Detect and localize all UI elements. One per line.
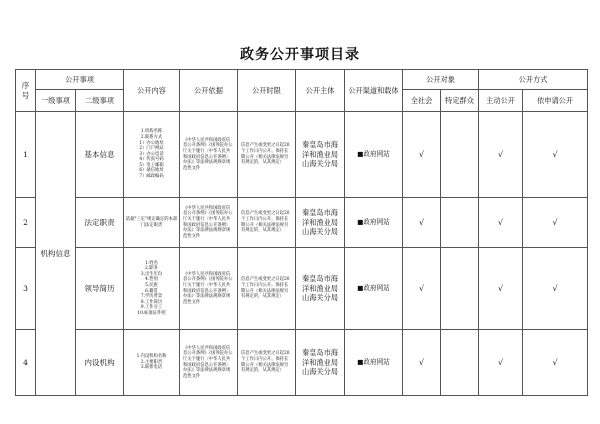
row-content xyxy=(124,248,180,330)
content-line: 3.出生年份 xyxy=(140,271,163,277)
content-line: 4）传真号码 xyxy=(139,157,164,163)
header-level2: 二级事项 xyxy=(76,90,124,112)
row-seq: 2 xyxy=(16,198,36,248)
row-seq: 1 xyxy=(16,112,36,198)
row-target-all: √ xyxy=(403,198,441,248)
content-line: 3）办公电话 xyxy=(139,151,164,157)
header-row-1 xyxy=(16,70,588,90)
table-row xyxy=(16,112,588,198)
header-method-active: 主动公开 xyxy=(479,90,523,112)
row-method-active: √ xyxy=(479,198,523,248)
row-subject: 秦皇岛市海洋和渔业局山海关分局 xyxy=(296,330,345,396)
header-level1: 一级事项 xyxy=(36,90,76,112)
table-row xyxy=(16,198,588,248)
row-method-apply: √ xyxy=(523,198,588,248)
row-method-active: √ xyxy=(479,112,523,198)
row-target-specific xyxy=(441,330,479,396)
row-channel: ■政府网站 xyxy=(345,198,403,248)
row-target-all: √ xyxy=(403,248,441,330)
content-line: 依据"三定"规定确定的本部门法定职责 xyxy=(125,216,178,228)
row-subject: 秦皇岛市海洋和渔业局山海关分局 xyxy=(296,248,345,330)
row-method-active: √ xyxy=(479,248,523,330)
row-channel: ■政府网站 xyxy=(345,248,403,330)
header-method-group: 公开方式 xyxy=(479,70,588,90)
row-level2: 领导简历 xyxy=(76,248,124,330)
table-row xyxy=(16,248,588,330)
row-subject: 秦皇岛市海洋和渔业局山海关分局 xyxy=(296,112,345,198)
row-method-active: √ xyxy=(479,330,523,396)
header-items-group: 公开事项 xyxy=(36,70,124,90)
row-target-all: √ xyxy=(403,112,441,198)
row-target-specific xyxy=(441,112,479,198)
row-target-all: √ xyxy=(403,330,441,396)
header-target-all: 全社会 xyxy=(403,90,441,112)
row-time-limit: 信息产生或变更之日起20个工作日内公开。保持长期公开（相关法律法规另有规定的，从其规定） xyxy=(238,112,296,198)
row-level2: 法定职责 xyxy=(76,198,124,248)
content-line: 8.工作简历 xyxy=(140,299,163,305)
row-content xyxy=(124,330,180,396)
header-subject: 公开主体 xyxy=(296,70,345,112)
row-channel: ■政府网站 xyxy=(345,330,403,396)
row-time-limit: 信息产生或变更之日起20个工作日内公开。保持长期公开（相关法律法规另有规定的，从其规定） xyxy=(238,198,296,248)
row-basis: 《中华人民共和国政府信息公开条例》《国务院办公厅关于施行〈中华人民共和国政府信息公开条例〉办法》等法律法规规章规范性文件 xyxy=(180,330,238,396)
content-line: 1.内设机构名称 xyxy=(136,354,167,360)
content-line: 2.主要职责 xyxy=(140,359,163,365)
content-line: 1）办公地址 xyxy=(139,140,164,146)
row-basis: 《中华人民共和国政府信息公开条例》《国务院办公厅关于施行〈中华人民共和国政府信息公开条例〉办法》等法律法规规章规范性文件 xyxy=(180,248,238,330)
table-row xyxy=(16,330,588,396)
content-line: 9.工作分工 xyxy=(140,305,163,311)
content-line: 7）邮政编码 xyxy=(139,174,164,180)
content-line: 6）通信地址 xyxy=(139,168,164,174)
content-line: 2.联系方式 xyxy=(140,134,163,140)
row-method-apply: √ xyxy=(523,112,588,198)
header-target-group: 公开对象 xyxy=(403,70,479,90)
content-line: 10.标准证件照 xyxy=(137,310,166,316)
row-seq: 3 xyxy=(16,248,36,330)
header-seq: 序号 xyxy=(16,70,36,112)
row-method-apply: √ xyxy=(523,248,588,330)
content-line: 2）门户网站 xyxy=(139,146,164,152)
row-content xyxy=(124,198,180,248)
content-line: 7.学历背景 xyxy=(140,294,163,300)
header-basis: 公开依据 xyxy=(180,70,238,112)
header-target-specific: 特定群众 xyxy=(441,90,479,112)
page-title: 政务公开事项目录 xyxy=(240,47,360,63)
content-line: 3.联系电话 xyxy=(140,365,163,371)
content-line: 2.职务 xyxy=(145,266,158,272)
content-line: 1.姓名 xyxy=(145,260,158,266)
header-content: 公开内容 xyxy=(124,70,180,112)
header-method-apply: 依申请公开 xyxy=(523,90,588,112)
row-content xyxy=(124,112,180,198)
header-time-limit: 公开时限 xyxy=(238,70,296,112)
content-line: 5.民族 xyxy=(145,282,158,288)
row-target-specific xyxy=(441,248,479,330)
content-line: 6.籍贯 xyxy=(145,288,158,294)
row-basis: 《中华人民共和国政府信息公开条例》《国务院办公厅关于施行〈中华人民共和国政府信息公开条例〉办法》等法律法规规章规范性文件 xyxy=(180,112,238,198)
content-line: 4.性别 xyxy=(145,277,158,283)
row-time-limit: 信息产生或变更之日起20个工作日内公开。保持长期公开（相关法律法规另有规定的，从其规定） xyxy=(238,248,296,330)
level1-item: 机构信息 xyxy=(36,112,76,396)
row-basis: 《中华人民共和国政府信息公开条例》《国务院办公厅关于施行〈中华人民共和国政府信息公开条例〉办法》等法律法规规章规范性文件 xyxy=(180,198,238,248)
header-channel: 公开渠道和载体 xyxy=(345,70,403,112)
row-channel: ■政府网站 xyxy=(345,112,403,198)
row-level2: 基本信息 xyxy=(76,112,124,198)
row-seq: 4 xyxy=(16,330,36,396)
row-time-limit: 信息产生或变更之日起20个工作日内公开。保持长期公开（相关法律法规另有规定的，从其规定） xyxy=(238,330,296,396)
row-method-apply: √ xyxy=(523,330,588,396)
disclosure-catalog-table xyxy=(15,69,588,396)
content-line: 1.机构名称 xyxy=(140,129,163,135)
row-level2: 内设机构 xyxy=(76,330,124,396)
content-line: 5）电子邮箱 xyxy=(139,162,164,168)
row-target-specific xyxy=(441,198,479,248)
row-subject: 秦皇岛市海洋和渔业局山海关分局 xyxy=(296,198,345,248)
